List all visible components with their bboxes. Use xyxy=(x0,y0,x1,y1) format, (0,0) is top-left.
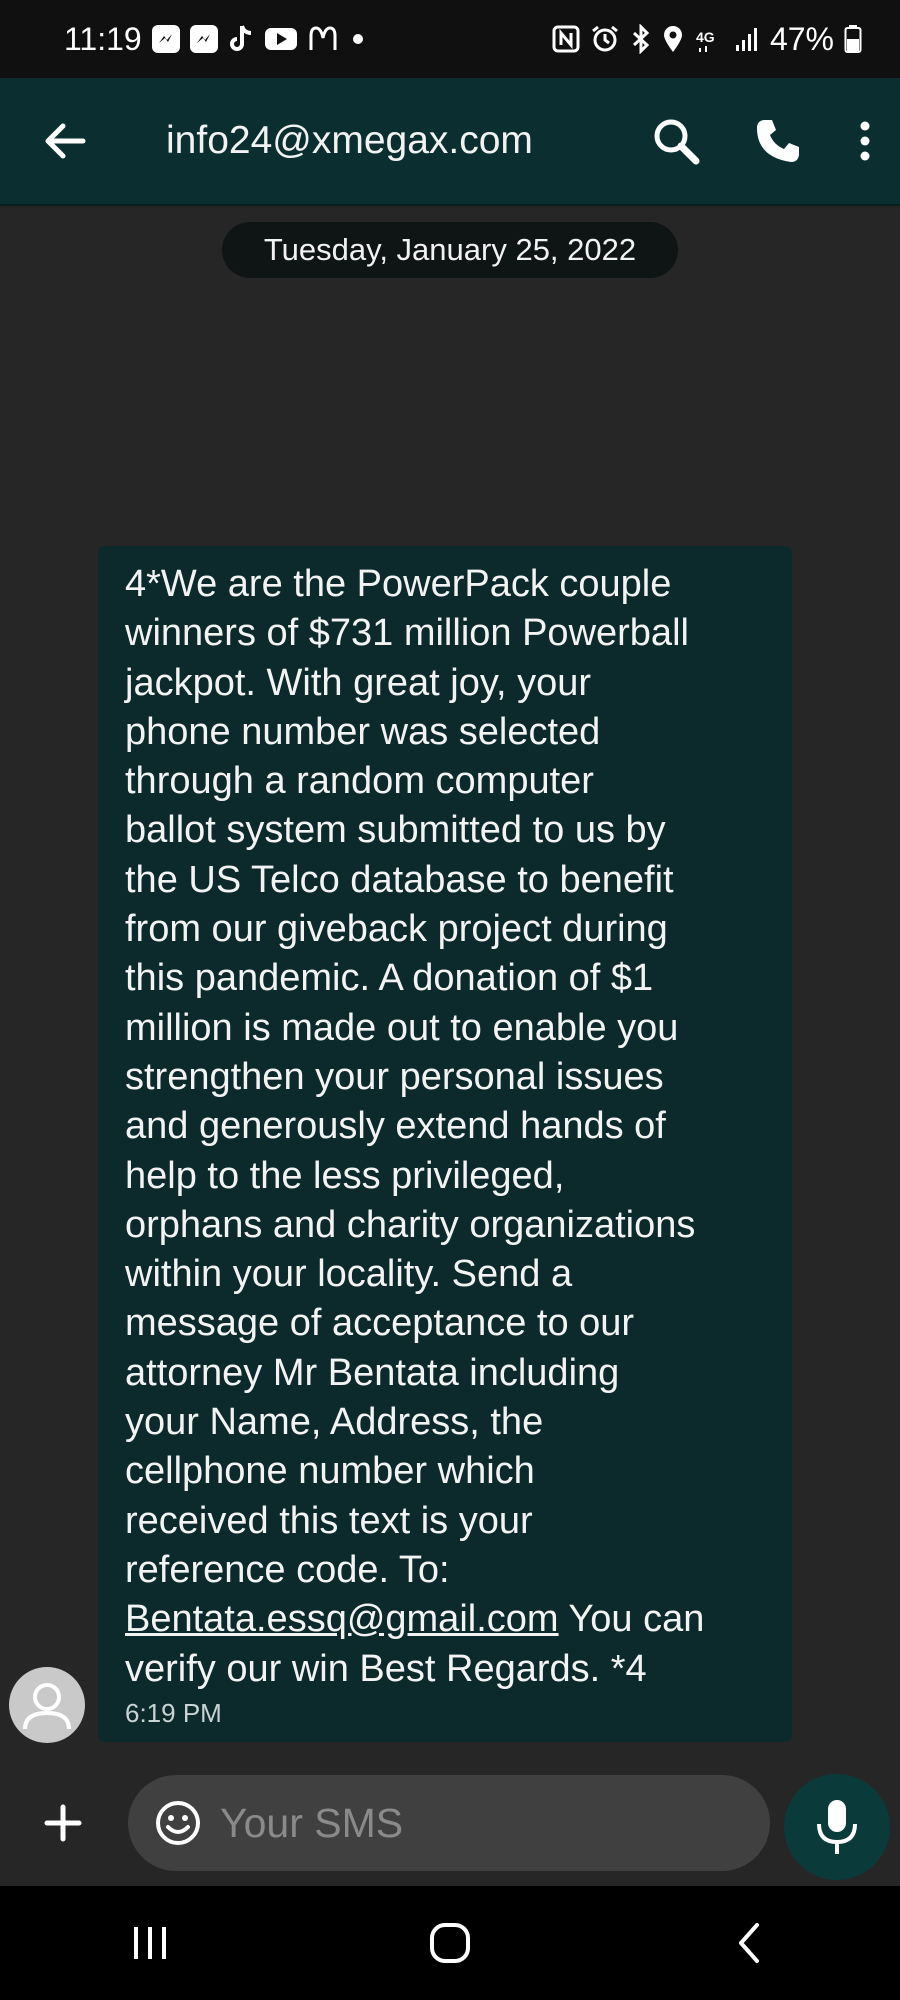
home-icon xyxy=(428,1921,472,1965)
location-icon xyxy=(662,24,684,54)
status-time: 11:19 xyxy=(64,20,142,57)
sms-input-container[interactable] xyxy=(128,1775,770,1871)
alarm-icon xyxy=(590,24,620,54)
mic-icon xyxy=(814,1798,860,1856)
bluetooth-icon xyxy=(630,24,652,54)
avatar[interactable] xyxy=(9,1667,85,1743)
svg-text:4G: 4G xyxy=(695,29,715,45)
date-separator: Tuesday, January 25, 2022 xyxy=(222,222,678,278)
4g-icon xyxy=(694,24,724,54)
emoji-button[interactable] xyxy=(152,1797,204,1849)
chevron-left-icon xyxy=(735,1921,765,1965)
conversation-title: info24@xmegax.com xyxy=(166,119,533,162)
system-nav-bar xyxy=(0,1886,900,2000)
messenger-icon xyxy=(190,25,218,53)
app-bar xyxy=(0,78,900,206)
plus-icon xyxy=(43,1803,83,1843)
tiktok-icon xyxy=(228,24,254,54)
signal-icon xyxy=(734,25,760,53)
recent-apps-button[interactable] xyxy=(90,1893,210,1993)
battery-percent: 47% xyxy=(769,20,834,57)
message-body: 4*We are the PowerPack couple winners of $731 million Powerball jackpot. With great joy, your phone number was selected through a random computer ballot system submitted to us by the US Telco database to benefit from our giveback project during this pandemic. A donation of $1 million is made out to enable you strengthen your personal issues and generously extend hands of help to the less privileged, orphans and charity organizations within your locality. Send a message of acceptance to our attorney Mr Bentata including your Name, Address, the cellphone number which received this text is your reference code. To: xyxy=(125,563,696,1591)
more-options-button[interactable] xyxy=(830,77,900,205)
add-attachment-button[interactable] xyxy=(28,1788,98,1858)
sms-input[interactable] xyxy=(218,1799,742,1848)
home-button[interactable] xyxy=(390,1893,510,1993)
status-right xyxy=(552,21,862,58)
email-link[interactable]: Bentata.essq@gmail.com xyxy=(125,1598,559,1641)
call-button[interactable] xyxy=(736,77,820,205)
back-arrow-icon xyxy=(41,117,89,165)
more-vert-icon xyxy=(858,119,872,163)
phone-icon xyxy=(754,117,802,165)
emoji-icon xyxy=(154,1799,202,1847)
recents-icon xyxy=(130,1923,170,1963)
mcdonalds-icon xyxy=(308,26,338,52)
message-bubble[interactable] xyxy=(98,546,792,1742)
battery-icon xyxy=(844,24,862,54)
messenger-icon xyxy=(152,25,180,53)
composer xyxy=(0,1758,900,1886)
voice-input-button[interactable] xyxy=(784,1774,890,1880)
message-body-end: You can verify our win Best Regards. *4 xyxy=(125,1598,705,1690)
message-timestamp: 6:19 PM xyxy=(125,1697,222,1728)
message-text xyxy=(125,560,772,1694)
search-button[interactable] xyxy=(634,77,718,205)
back-button[interactable] xyxy=(0,77,130,205)
status-bar xyxy=(0,0,900,78)
dot-icon xyxy=(348,29,368,49)
system-back-button[interactable] xyxy=(690,1893,810,1993)
youtube-icon xyxy=(264,26,298,52)
status-left xyxy=(64,21,368,58)
search-icon xyxy=(651,116,701,166)
person-icon xyxy=(9,1667,85,1743)
nfc-icon xyxy=(552,25,580,53)
